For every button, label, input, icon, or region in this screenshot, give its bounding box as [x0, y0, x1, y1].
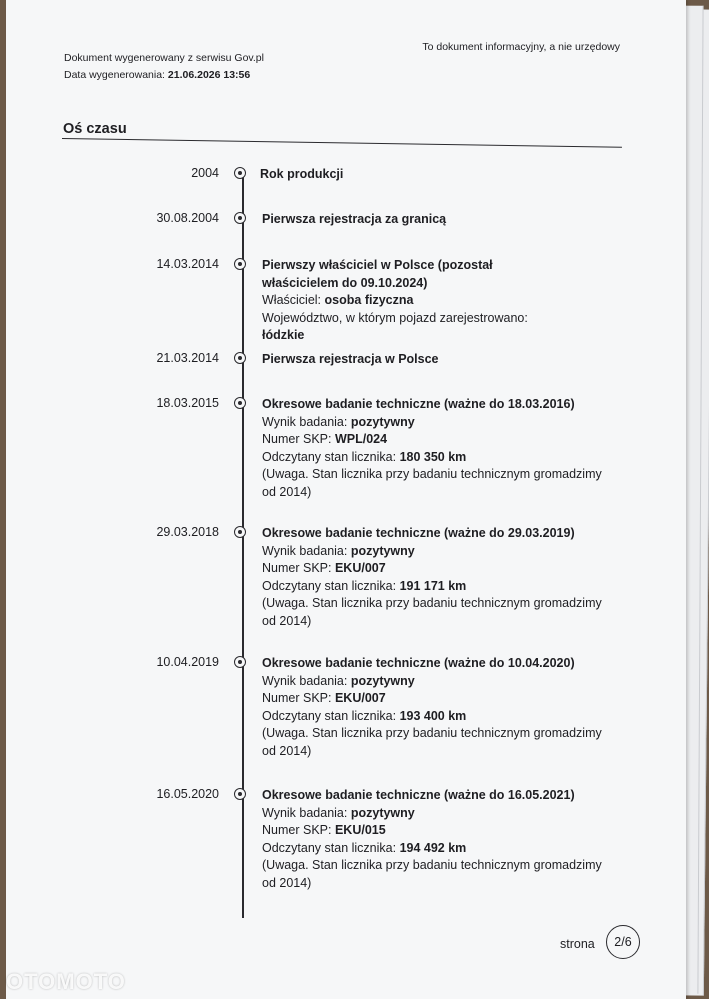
skp-value: WPL/024: [334, 432, 388, 447]
odometer-line: [262, 708, 612, 726]
watermark-logo: OTOMOTO: [6, 969, 126, 994]
odometer-value: 180 350 km: [399, 449, 467, 464]
result-label: Wynik badania:: [262, 673, 348, 688]
event-date: 14.03.2014: [156, 257, 219, 271]
skp-value: EKU/007: [334, 691, 386, 706]
event-title: Okresowe badanie techniczne (ważne do 10.04.2020): [262, 656, 575, 670]
result-value: pozytywny: [350, 414, 415, 429]
event-title: Okresowe badanie techniczne (ważne do 18.03.2016): [262, 397, 575, 411]
event-date: 21.03.2014: [156, 351, 219, 365]
event-content: [262, 655, 612, 761]
result-value: pozytywny: [350, 805, 415, 820]
odometer-line: [262, 578, 612, 596]
event-title: Pierwsza rejestracja w Polsce: [262, 352, 439, 366]
odometer-note: (Uwaga. Stan licznika przy badaniu technicznym gromadzimy od 2014): [262, 467, 602, 499]
result-line: [262, 673, 612, 691]
event-content: [262, 525, 612, 631]
odometer-value: 194 492 km: [399, 840, 467, 855]
owner-label: Właściciel:: [262, 293, 322, 308]
event-content: [262, 396, 612, 502]
owner-line: [262, 292, 562, 310]
event-content: [262, 351, 612, 369]
event-title: Okresowe badanie techniczne (ważne do 16.05.2021): [262, 788, 575, 802]
event-date: 2004: [191, 166, 219, 180]
event-content: [262, 257, 562, 345]
event-content: [262, 211, 612, 229]
odometer-note: (Uwaga. Stan licznika przy badaniu technicznym gromadzimy od 2014): [262, 858, 602, 890]
odometer-label: Odczytany stan licznika:: [262, 578, 397, 593]
event-date: 30.08.2004: [156, 211, 219, 225]
result-value: pozytywny: [350, 673, 415, 688]
event-date: 18.03.2015: [156, 396, 219, 410]
odometer-label: Odczytany stan licznika:: [262, 840, 397, 855]
result-label: Wynik badania:: [262, 543, 348, 558]
timeline-dot-icon: [234, 212, 246, 224]
timeline-dot-icon: [234, 788, 246, 800]
event-title: Pierwszy właściciel w Polsce (pozostał właścicielem do 09.10.2024): [262, 258, 493, 290]
event-title: Okresowe badanie techniczne (ważne do 29.03.2019): [262, 526, 575, 540]
page-number-text: 2/6: [614, 935, 632, 949]
skp-label: Numer SKP:: [262, 432, 332, 447]
generated-date-line: [64, 67, 264, 84]
page-label: strona: [560, 937, 595, 951]
timeline-dot-icon: [234, 258, 246, 270]
owner-value: osoba fizyczna: [324, 293, 414, 308]
result-label: Wynik badania:: [262, 805, 348, 820]
event-date: 29.03.2018: [156, 525, 219, 539]
skp-value: EKU/007: [334, 561, 386, 576]
skp-line: [262, 431, 612, 449]
skp-value: EKU/015: [334, 823, 386, 838]
section-divider: [62, 138, 622, 148]
odometer-value: 191 171 km: [399, 578, 467, 593]
result-line: [262, 805, 612, 823]
odometer-note: (Uwaga. Stan licznika przy badaniu technicznym gromadzimy od 2014): [262, 596, 602, 628]
timeline-line: [242, 170, 244, 918]
region-line: [262, 310, 562, 345]
timeline-dot-icon: [234, 526, 246, 538]
document-page: [6, 0, 686, 999]
odometer-label: Odczytany stan licznika:: [262, 449, 397, 464]
skp-line: [262, 560, 612, 578]
event-title: Pierwsza rejestracja za granicą: [262, 212, 447, 226]
section-title: Oś czasu: [63, 121, 127, 137]
timeline-dot-icon: [234, 352, 246, 364]
skp-line: [262, 822, 612, 840]
result-line: [262, 414, 612, 432]
event-title: Rok produkcji: [260, 167, 344, 181]
skp-label: Numer SKP:: [262, 823, 332, 838]
generated-date-value: 21.06.2026 13:56: [167, 69, 251, 81]
event-date: 10.04.2019: [156, 655, 219, 669]
event-content: [262, 787, 612, 893]
odometer-note: (Uwaga. Stan licznika przy badaniu technicznym gromadzimy od 2014): [262, 726, 602, 758]
region-value: łódzkie: [262, 328, 305, 343]
odometer-line: [262, 840, 612, 858]
result-label: Wynik badania:: [262, 414, 348, 429]
generated-date-label: Data wygenerowania:: [64, 69, 165, 81]
timeline-dot-icon: [234, 656, 246, 668]
event-content: [260, 166, 610, 184]
odometer-line: [262, 449, 612, 467]
region-label: Województwo, w którym pojazd zarejestrowano:: [262, 310, 528, 325]
result-value: pozytywny: [350, 543, 415, 558]
event-date: 16.05.2020: [156, 787, 219, 801]
timeline-dot-icon: [234, 167, 246, 179]
document-header-info: [64, 50, 264, 84]
skp-label: Numer SKP:: [262, 691, 332, 706]
result-line: [262, 543, 612, 561]
disclaimer: To dokument informacyjny, a nie urzędowy: [422, 41, 620, 53]
skp-line: [262, 690, 612, 708]
odometer-value: 193 400 km: [399, 708, 467, 723]
odometer-label: Odczytany stan licznika:: [262, 708, 397, 723]
skp-label: Numer SKP:: [262, 561, 332, 576]
page-number: [606, 925, 640, 959]
source-line: Dokument wygenerowany z serwisu Gov.pl: [64, 52, 264, 64]
timeline-dot-icon: [234, 397, 246, 409]
